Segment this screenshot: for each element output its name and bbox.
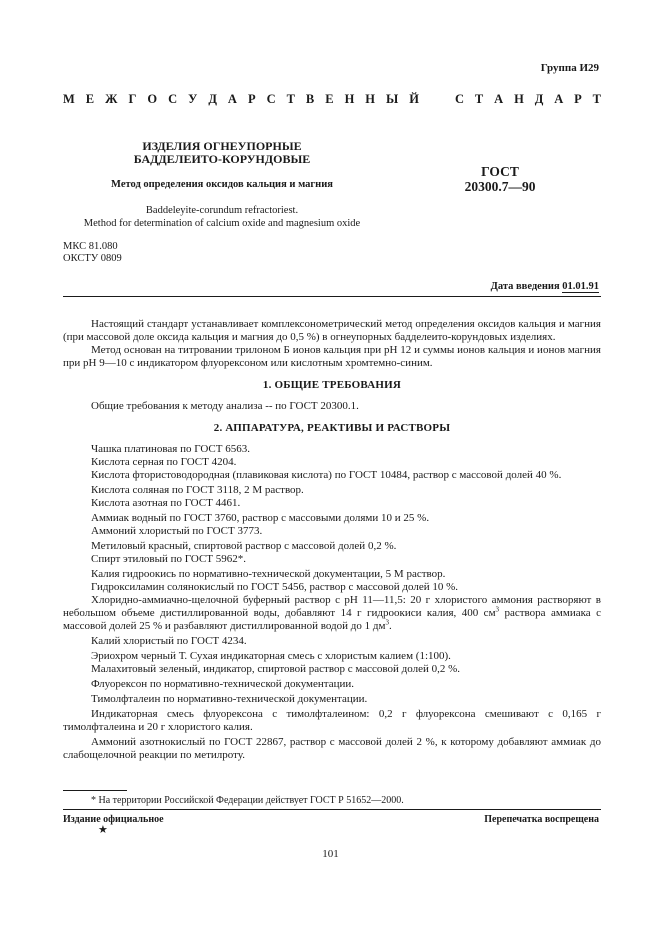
- intro-date-value: 01.01.91: [562, 281, 599, 292]
- banner-letter: Н: [344, 92, 355, 106]
- list-item: Аммиак водный по ГОСТ 3760, раствор с массовыми долями 10 и 25 %.: [91, 512, 430, 524]
- banner-letter: Е: [85, 92, 95, 106]
- banner-letter: А: [554, 92, 564, 106]
- banner-letter: А: [494, 92, 504, 106]
- banner-word-standard: [455, 92, 601, 107]
- list-item: Метиловый красный, спиртовой раствор с массовой долей 0,2 %.: [91, 540, 397, 552]
- banner-letter: Й: [409, 92, 419, 106]
- banner-letter: Н: [365, 92, 376, 106]
- banner-letter: С: [455, 92, 465, 106]
- list-item: Калия гидроокись по нормативно-технической документации, 5 М раствор.: [91, 568, 446, 580]
- title-line-2: БАДДЕЛЕИТО-КОРУНДОВЫЕ: [133, 152, 311, 166]
- reprint-prohibited-label: Перепечатка воспрещена: [484, 814, 599, 825]
- group-code: Группа И29: [540, 62, 599, 74]
- list-item: Кислота азотная по ГОСТ 4461.: [91, 497, 241, 509]
- title-line-1: ИЗДЕЛИЯ ОГНЕУПОРНЫЕ: [142, 139, 302, 153]
- list-item: Индикаторная смесь флуорексона с тимолфталеином: 0,2 г флуорексона смешивают с 0,165 г тимолфталеина и 20 г хлористого калия.: [63, 708, 601, 733]
- intro-date-label: Дата введения: [490, 281, 563, 292]
- superscript: 3: [385, 618, 389, 627]
- list-item: Малахитовый зеленый, индикатор, спиртовой раствор с массовой долей 0,2 %.: [91, 663, 461, 675]
- banner-letter: Д: [208, 92, 217, 106]
- list-item: Калий хлористый по ГОСТ 4234.: [91, 635, 247, 647]
- banner-letter: Д: [534, 92, 544, 106]
- superscript: 3: [495, 605, 500, 614]
- introduction-date: [491, 281, 599, 292]
- list-item: Аммоний хлористый по ГОСТ 3773.: [91, 525, 263, 537]
- section-2-heading: 2. АППАРАТУРА, РЕАКТИВЫ И РАСТВОРЫ: [213, 422, 451, 434]
- page-number: 101: [322, 848, 339, 860]
- section-1-heading: 1. ОБЩИЕ ТРЕБОВАНИЯ: [262, 379, 402, 391]
- intro-paragraph: Метод основан на титровании трилоном Б ионов кальция при рН 12 и суммы ионов кальция и ионов магния при рН 9—10 с индикатором флуорексоном или кислотным хромтемно-синим.: [63, 344, 601, 369]
- header-divider: [63, 296, 601, 297]
- intro-paragraph: Настоящий стандарт устанавливает комплексонометрический метод определения оксидов кальция и магния (при массовой доле оксида кальция и магния до 0,5 %) в огнеупорных бадделеито-корундовых изделиях.: [63, 318, 601, 343]
- list-item: Флуорексон по нормативно-технической документации.: [91, 678, 355, 690]
- gost-label: ГОСТ: [481, 164, 519, 179]
- mks-code: МКС 81.080: [63, 241, 118, 252]
- banner-letter: Н: [514, 92, 524, 106]
- banner-letter: М: [63, 92, 75, 106]
- list-item: Аммоний азотнокислый по ГОСТ 22867, раствор с массовой долей 2 %, к которому добавляют аммиак до слабощелочной реакции по метилроту.: [63, 736, 601, 761]
- list-item: Чашка платиновая по ГОСТ 6563.: [91, 443, 250, 455]
- section-1-text: Общие требования к методу анализа -- по ГОСТ 20300.1.: [91, 400, 359, 412]
- buffer-text: Хлоридно-аммиачно-щелочной буферный раствор с рН 11—11,5: 20 г хлористого аммония растворяют в небольшом объеме дистиллированной воды, добавляют 14 г гидроокиси калия, 400 см: [63, 594, 601, 619]
- list-item: Гидроксиламин солянокислый по ГОСТ 5456, раствор с массовой долей 10 %.: [91, 581, 459, 593]
- footnote: * На территории Российской Федерации действует ГОСТ Р 51652—2000.: [91, 795, 404, 806]
- method-title-ru: Метод определения оксидов кальция и магния: [111, 179, 333, 190]
- banner-letter: В: [305, 92, 315, 106]
- document-body: [63, 318, 601, 762]
- reagent-list: [63, 443, 601, 762]
- title-en-line-2: Method for determination of calcium oxide and magnesium oxide: [83, 217, 361, 229]
- banner-letter: Т: [286, 92, 295, 106]
- document-title: [62, 140, 382, 166]
- footer-divider: [63, 809, 601, 810]
- list-item: Кислота фтористоводородная (плавиковая кислота) по ГОСТ 10484, раствор с массовой долей 40 %.: [91, 469, 562, 481]
- classification-codes: [63, 241, 122, 264]
- banner-letter: Р: [574, 92, 582, 106]
- banner-word-interstate: [63, 92, 419, 107]
- title-english: [62, 205, 382, 230]
- gost-number: 20300.7—90: [464, 179, 536, 194]
- banner-letter: С: [168, 92, 178, 106]
- banner-letter: Ы: [386, 92, 399, 106]
- title-en-line-1: Baddeleyite-corundum refractoriest.: [145, 205, 299, 216]
- standard-banner: [63, 92, 601, 107]
- official-edition-label: Издание официальное: [63, 814, 164, 825]
- banner-letter: С: [266, 92, 276, 106]
- banner-letter: Т: [474, 92, 484, 106]
- buffer-text: раствора аммиака с массовой долей 25 % и разбавляют дистиллированной водой до 1 дм: [63, 607, 601, 632]
- banner-letter: Р: [247, 92, 256, 106]
- banner-letter: А: [227, 92, 237, 106]
- list-item: Спирт этиловый по ГОСТ 5962*.: [91, 553, 247, 565]
- banner-letter: Т: [592, 92, 601, 106]
- okstu-code: ОКСТУ 0809: [63, 252, 122, 264]
- buffer-solution-item: [63, 594, 601, 633]
- banner-letter: О: [147, 92, 158, 106]
- list-item: Эриохром черный Т. Сухая индикаторная смесь с хлористым калием (1:100).: [91, 650, 451, 662]
- footnote-divider: [63, 790, 127, 791]
- banner-letter: Ж: [105, 92, 118, 106]
- gost-designation: [440, 164, 560, 194]
- buffer-text: .: [388, 620, 392, 632]
- list-item: Кислота соляная по ГОСТ 3118, 2 М раствор.: [91, 484, 304, 496]
- star-icon: ★: [98, 824, 108, 836]
- banner-letter: У: [188, 92, 198, 106]
- list-item: Кислота серная по ГОСТ 4204.: [91, 456, 237, 468]
- list-item: Тимолфталеин по нормативно-технической документации.: [91, 693, 368, 705]
- banner-letter: Е: [325, 92, 334, 106]
- banner-letter: Г: [128, 92, 137, 106]
